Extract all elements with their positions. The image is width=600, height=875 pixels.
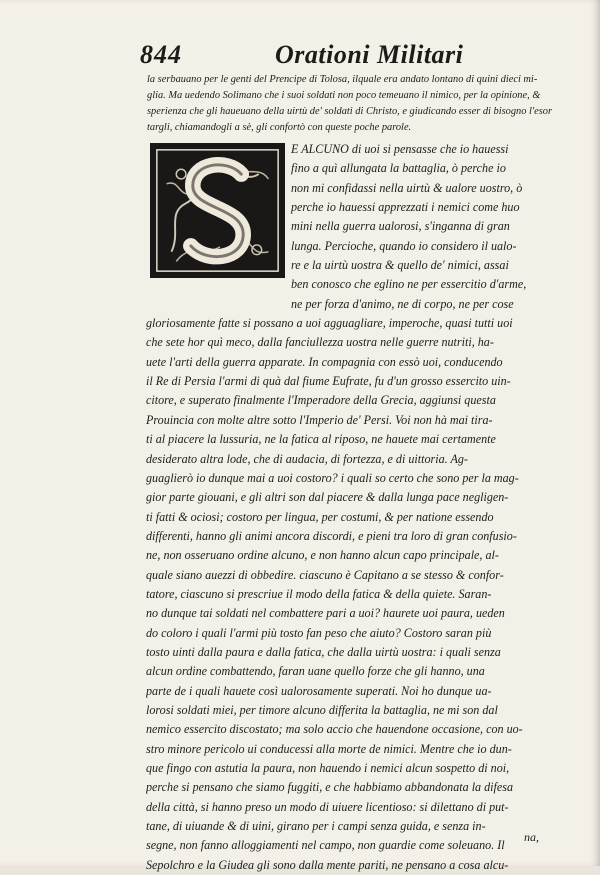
text-line: quale siano auezzi di obbedire. ciascuno è Capitano a se stesso & confor-: [146, 567, 504, 582]
text-line: differenti, hanno gli animi ancora discordi, e pieni tra loro di gran confusio-: [146, 528, 517, 543]
page-header: [140, 40, 560, 70]
text-line: gloriosamente fatte si possano a uoi agguagliare, imperoche, quasi tutti uoi: [146, 316, 513, 331]
text-line: lunga. Percioche, quando io considero il ualo-: [291, 238, 517, 253]
text-line: stro minore pericolo ui conducessi alla morte de nimici. Mentre che io dun-: [146, 741, 512, 756]
text-line: do coloro i quali l'armi più tosto fan peso che aiuto? Costoro saran più: [146, 625, 492, 640]
text-line: perche io hauessi apprezzati i nemici come huo: [291, 200, 520, 215]
text-line: il Re di Persia l'armi di quà dal fiume Eufrate, fu d'un grosso essercito uin-: [146, 374, 511, 389]
text-line: uete l'arti della guerra apparate. In compagnia con essò uoi, conducendo: [146, 354, 503, 369]
text-line: desiderato altra lode, che di audacia, di fortezza, e di uittoria. Ag-: [146, 451, 468, 466]
text-line: ne per forza d'animo, ne di corpo, ne per cose: [291, 296, 514, 311]
page-number: 844: [140, 40, 182, 69]
text-line: guaglierò io dunque mai a uoi costoro? i quali so certo che sono per la mag-: [146, 470, 519, 485]
text-line: gior parte giouani, e gli altri son dal piacere & dalla lunga pace negligen-: [146, 490, 509, 505]
text-line: ben conosco che eglino ne per essercitio d'arme,: [291, 277, 527, 292]
text-line: mini nella guerra ualorosi, s'inganna di gran: [291, 219, 510, 234]
running-title: Orationi Militari: [275, 40, 464, 69]
text-line: re e la uirtù uostra & quello de' nimici, assai: [291, 258, 509, 273]
text-line: ti al piacere la lussuria, ne la fatica al riposo, ne hauete mai certamente: [146, 432, 496, 447]
intro-line: targli, chiamandogli a sè, gli confortò con queste poche parole.: [147, 122, 412, 133]
text-line: che sete hor quì meco, dalla fanciullezza uostra nelle guerre nutriti, ha-: [146, 335, 494, 350]
text-line: Prouincia con molte altre sotto l'Imperio de' Persi. Voi non hà mai tira-: [146, 412, 493, 427]
text-line: ne, non osseruano ordine alcuno, e non hanno alcun capo principale, al-: [146, 548, 499, 563]
text-line: tosto uinti dalla paura e dalla fatica, che dalla uirtù uostra: i quali senza: [146, 644, 501, 659]
text-line: lorosi soldati miei, per timore alcuno differita la battaglia, ne mi son dal: [146, 702, 498, 717]
intro-line: la serbauano per le genti del Prencipe di Tolosa, ilquale era andato lontano di quini dieci mi-: [147, 74, 538, 85]
text-line: tatore, ciascuno si prescriue il modo della fatica & della quiete. Saran-: [146, 586, 492, 601]
text-line: perche si pensano che siamo fuggiti, e che habbiamo abbandonata la difesa: [146, 780, 514, 795]
text-line: E ALCUNO di uoi si pensasse che io hauessi: [291, 142, 509, 156]
text-line: citore, e superato finalmente l'Imperadore della Grecia, aggiunsi questa: [146, 393, 496, 408]
text-line: alcun ordine combattendo, faran uane quello forze che gli hanno, una: [146, 664, 485, 679]
text-line: no dunque tai soldati nel combattere pari a uoi? haurete uoi paura, ueden: [146, 606, 505, 621]
text-line: non mi confidassi nella uirtù & ualore uostro, ò: [291, 180, 523, 195]
text-line: que fingo con astutia la paura, non hauendo i nemici alcun sospetto di noi,: [146, 761, 510, 775]
catchword: na,: [524, 830, 539, 844]
text-line: tane, di uiuande & di uini, girano per i campi senza guida, e senza in-: [146, 819, 486, 834]
text-line: ti fatti & ociosi; costoro per lingua, per costumi, & per natione essendo: [146, 509, 494, 524]
text-line: nemico essercito discostato; ma solo accio che hauendone occasione, con uo-: [146, 722, 523, 737]
text-line: fino a quì allungata la battaglia, ò perche io: [291, 161, 506, 176]
text-line: della città, si hanno preso un modo di uiuere licentioso: si dilettano di put-: [146, 799, 509, 814]
text-line: Sepolchro e la Giudea gli sono dalla mente pariti, ne pensano a cosa alcu-: [146, 857, 509, 872]
intro-line: glia. Ma uedendo Solimano che i suoi soldati non poco temeuano il nimico, per la opinione, &: [147, 90, 541, 101]
intro-line: sperienza che gli haueuano della uirtù de' soldati di Christo, e giudicando esser di bisogno l'esor: [147, 106, 553, 117]
text-line: segne, non fanno alloggiamenti nel campo, non guardie come soleuano. Il: [146, 838, 505, 853]
intro-paragraph: [147, 72, 567, 136]
text-line: parte de i quali hauete così ualorosamente superati. Noi ho dunque ua-: [146, 683, 492, 698]
oration-body: [146, 140, 570, 875]
